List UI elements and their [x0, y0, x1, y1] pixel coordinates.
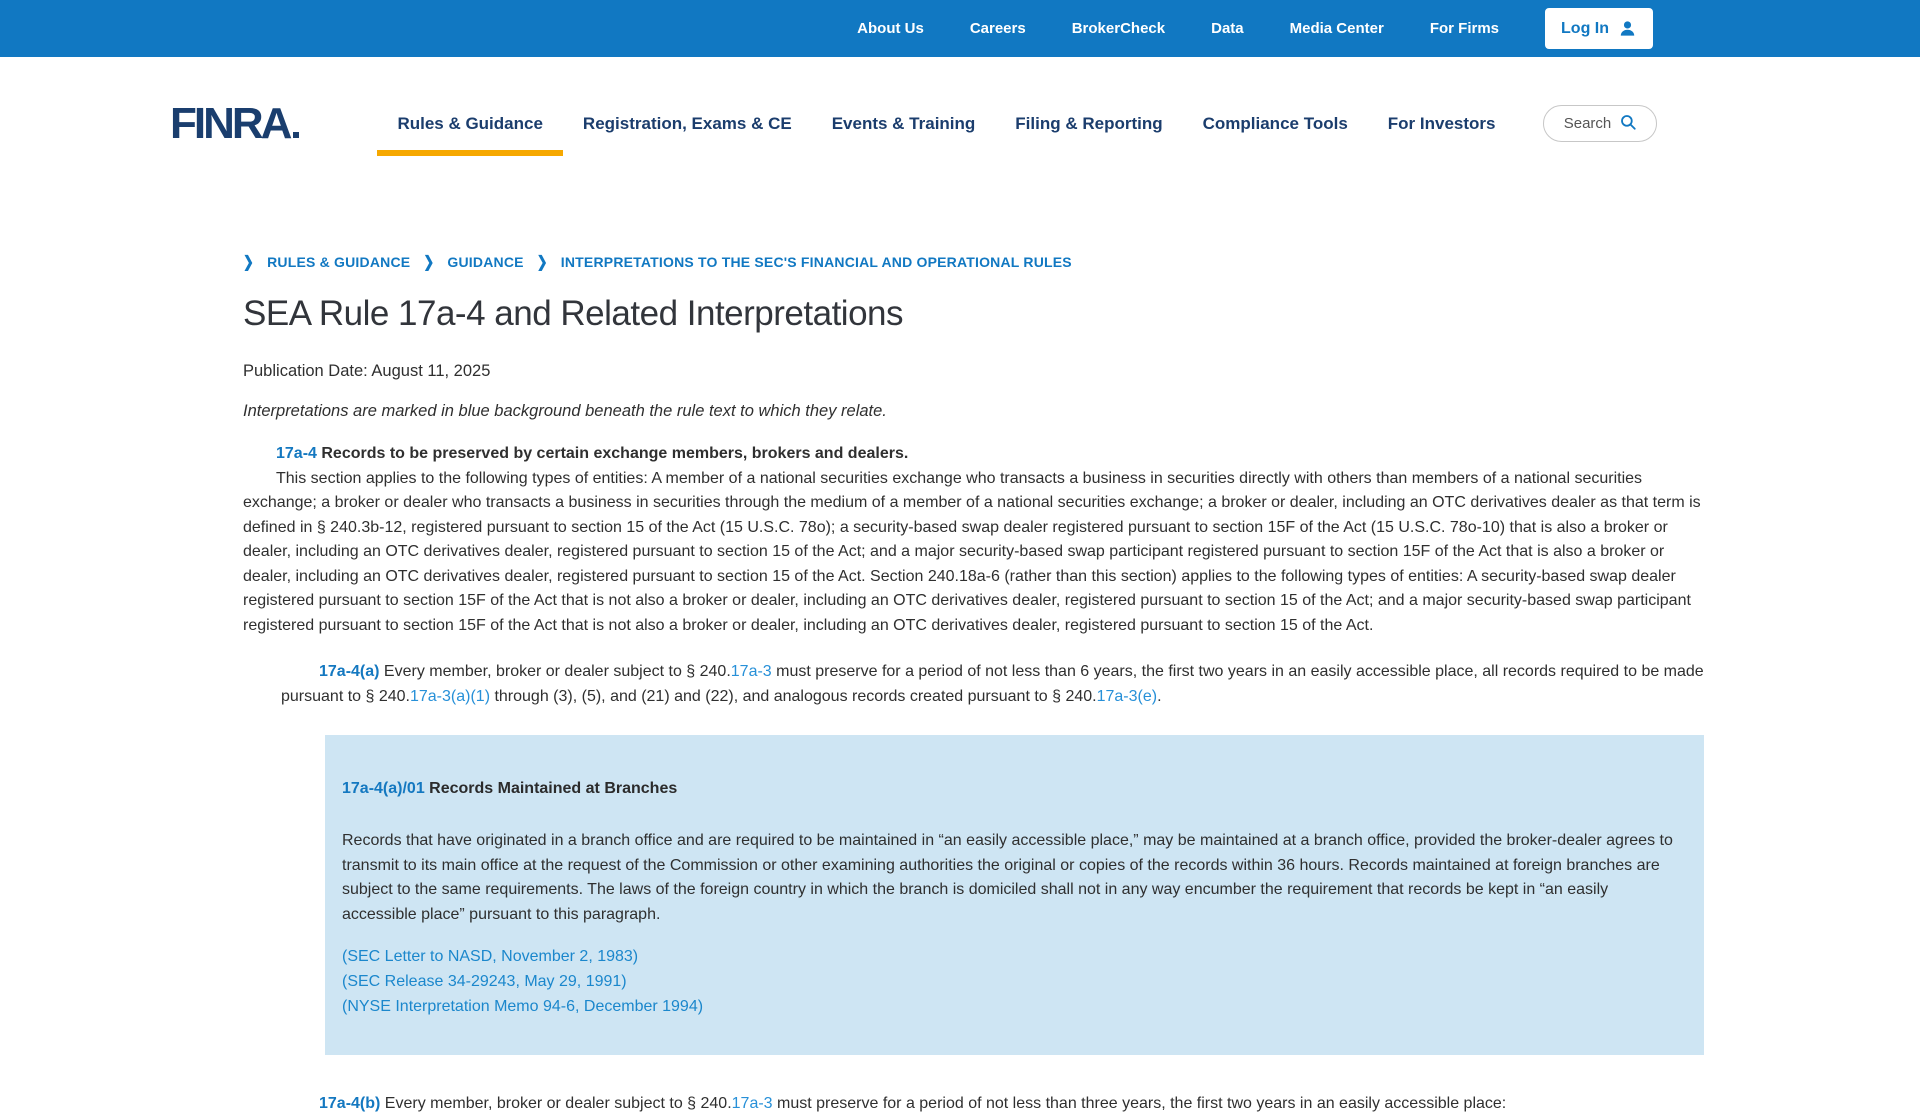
- nav-events-training[interactable]: Events & Training: [831, 113, 976, 133]
- interpretation-17a-4a-01-link[interactable]: 17a-4(a)/01: [342, 780, 425, 797]
- topbar-link-for-firms[interactable]: For Firms: [1429, 20, 1500, 37]
- interpretation-box: [325, 735, 1704, 1055]
- login-button[interactable]: [1545, 8, 1653, 49]
- link-17a-3e[interactable]: 17a-3(e): [1096, 687, 1158, 705]
- interpretation-heading-text: Records Maintained at Branches: [424, 780, 678, 797]
- nav-compliance-tools[interactable]: Compliance Tools: [1202, 113, 1348, 133]
- rule-17a-4-heading-text: Records to be preserved by certain exchange members, brokers and dealers.: [316, 445, 909, 462]
- chevron-right-icon: ❯: [423, 252, 435, 271]
- chevron-right-icon: ❯: [536, 252, 548, 271]
- rule-17a-4b-link[interactable]: 17a-4(b): [319, 1095, 381, 1112]
- finra-logo-text: FINRA: [170, 98, 290, 148]
- topbar-link-brokercheck[interactable]: BrokerCheck: [1071, 20, 1166, 37]
- topbar-link-careers[interactable]: Careers: [969, 20, 1026, 37]
- nav-rules-guidance[interactable]: Rules & Guidance: [377, 100, 562, 148]
- main-content: [243, 190, 1704, 1117]
- search-icon: [1619, 113, 1637, 135]
- breadcrumb-guidance[interactable]: GUIDANCE: [447, 254, 524, 270]
- breadcrumb: [243, 254, 1704, 270]
- finra-logo[interactable]: [170, 98, 299, 148]
- link-17a-3[interactable]: 17a-3: [730, 663, 772, 680]
- chevron-right-icon: ❯: [243, 252, 255, 271]
- search-label: Search: [1563, 115, 1612, 132]
- top-utility-bar: [0, 0, 1920, 57]
- topbar-link-media-center[interactable]: Media Center: [1289, 20, 1384, 37]
- nav-for-investors[interactable]: For Investors: [1387, 113, 1496, 133]
- logo-registered-dot: [293, 132, 299, 138]
- rule-17a-4-link[interactable]: 17a-4: [276, 445, 317, 462]
- nav-registration-exams[interactable]: Registration, Exams & CE: [582, 113, 792, 133]
- nav-filing-reporting[interactable]: Filing & Reporting: [1015, 113, 1163, 133]
- rule-17a-4a-paragraph: 17a-4(a) Every member, broker or dealer subject to § 240.17a-3 must preserve for a period of not less than 6 years, the first two years in an easily accessible place, all records required to be made pursuant to § 240.17a-3(a)(1) through (3), (5), and (21) and (22), and analogous records created pursuant to § 240.17a-3(e).: [281, 663, 1704, 705]
- interpretation-heading: [342, 780, 1682, 798]
- main-navigation: [377, 100, 1657, 148]
- rule-17a-4b-paragraph: 17a-4(b) Every member, broker or dealer subject to § 240.17a-3 must preserve for a period of not less than three years, the first two years in an easily accessible place:: [319, 1095, 1507, 1112]
- site-header: [0, 57, 1920, 190]
- breadcrumb-interpretations[interactable]: INTERPRETATIONS TO THE SEC'S FINANCIAL AND OPERATIONAL RULES: [560, 254, 1072, 270]
- breadcrumb-rules-guidance[interactable]: RULES & GUIDANCE: [267, 254, 411, 270]
- publication-date: Publication Date: August 11, 2025: [243, 362, 491, 380]
- user-icon: [1618, 19, 1637, 38]
- rule-17a-4-body: This section applies to the following types of entities: A member of a national securities exchange who transacts a business in securities directly with others than members of a national securities exchange; a broker or dealer who transacts a business in securities through the medium of a member of a national securities exchange; a broker or dealer, including an OTC derivatives dealer as that term is defined in § 240.3b-12, registered pursuant to section 15 of the Act (15 U.S.C. 78o); a security-based swap dealer registered pursuant to section 15F of the Act (15 U.S.C. 78o-10) that is also a broker or dealer, including an OTC derivatives dealer, registered pursuant to section 15 of the Act; and a major security-based swap participant registered pursuant to section 15F of the Act that is also a broker or dealer, including an OTC derivatives dealer, registered pursuant to section 15 of the Act. Section 240.18a-6 (rather than this section) applies to the following types of entities: A security-based swap dealer registered pursuant to section 15F of the Act that is not also a broker or dealer, including an OTC derivatives dealer, registered pursuant to section 15 of the Act; and a major security-based swap participant registered pursuant to section 15F of the Act that is not also a broker or dealer, including an OTC derivatives dealer, registered pursuant to section 15 of the Act.: [243, 469, 1701, 634]
- interpretation-note: Interpretations are marked in blue background beneath the rule text to which they relate.: [243, 402, 887, 420]
- citation-links: [342, 944, 1682, 1019]
- search-button[interactable]: [1543, 105, 1657, 142]
- page-title: SEA Rule 17a-4 and Related Interpretations: [243, 294, 903, 333]
- interpretation-body: Records that have originated in a branch office and are required to be maintained in “an easily accessible place,” may be maintained at a branch office, provided the broker-dealer agrees to transmit to its main office at the request of the Commission or other examining authorities the original or copies of the records within 36 hours. Records maintained at foreign branches are subject to the same requirements. The laws of the foreign country in which the branch is domiciled shall not in any way encumber the requirement that records be kept in “an easily accessible place” pursuant to this paragraph.: [342, 832, 1673, 923]
- link-17a-3a1[interactable]: 17a-3(a)(1): [409, 687, 491, 705]
- citation-sec-letter-nasd[interactable]: (SEC Letter to NASD, November 2, 1983): [342, 948, 639, 965]
- rule-17a-4a-link[interactable]: 17a-4(a): [319, 663, 380, 680]
- login-button-label: Log In: [1561, 19, 1609, 37]
- citation-sec-release[interactable]: (SEC Release 34-29243, May 29, 1991): [342, 973, 627, 990]
- citation-nyse-memo[interactable]: (NYSE Interpretation Memo 94-6, December 1994): [342, 998, 704, 1015]
- link-17a-3[interactable]: 17a-3: [731, 1095, 773, 1112]
- topbar-link-data[interactable]: Data: [1211, 20, 1244, 37]
- topbar-link-about-us[interactable]: About Us: [857, 20, 924, 37]
- rule-17a-4-heading: [276, 442, 1704, 467]
